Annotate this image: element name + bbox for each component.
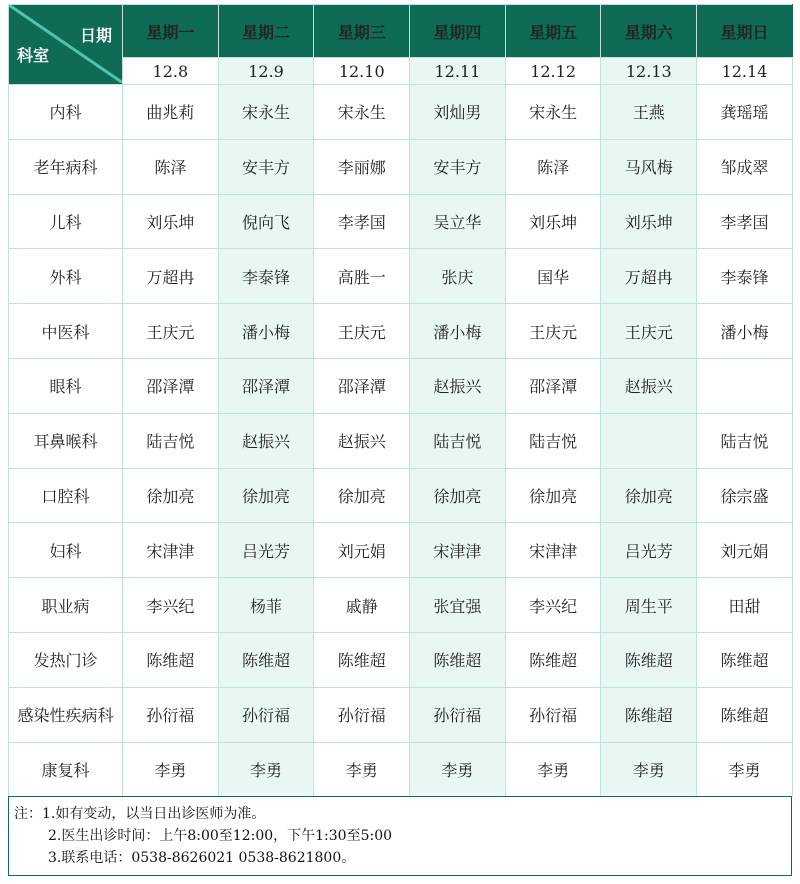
doctor-cell: 李勇 — [314, 742, 410, 797]
doctor-cell: 徐宗盛 — [697, 468, 793, 523]
note-line: 注：1.如有变动，以当日出诊医师为准。 — [14, 806, 266, 822]
day-header: 星期二 — [218, 5, 314, 58]
doctor-cell: 陈维超 — [314, 632, 410, 687]
doctor-cell: 陆吉悦 — [505, 413, 601, 468]
department-cell: 职业病 — [9, 578, 123, 633]
doctor-cell: 徐加亮 — [123, 468, 219, 523]
doctor-cell: 王庆元 — [314, 304, 410, 359]
date-cell: 12.8 — [123, 58, 219, 85]
table-row — [9, 742, 793, 797]
doctor-cell: 潘小梅 — [697, 304, 793, 359]
doctor-cell: 陈维超 — [697, 632, 793, 687]
doctor-cell: 邹成翠 — [697, 139, 793, 194]
header-row-dates — [9, 58, 793, 85]
doctor-cell: 宋永生 — [314, 85, 410, 140]
doctor-cell: 孙衍福 — [218, 687, 314, 742]
date-cell: 12.11 — [410, 58, 506, 85]
doctor-cell: 戚静 — [314, 578, 410, 633]
day-header: 星期三 — [314, 5, 410, 58]
doctor-cell: 王庆元 — [123, 304, 219, 359]
doctor-cell: 高胜一 — [314, 249, 410, 304]
department-cell: 眼科 — [9, 358, 123, 413]
doctor-cell: 田甜 — [697, 578, 793, 633]
doctor-cell: 邵泽潭 — [505, 358, 601, 413]
doctor-cell: 宋永生 — [218, 85, 314, 140]
doctor-cell: 徐加亮 — [505, 468, 601, 523]
corner-dept-label: 科室 — [17, 46, 50, 65]
table-row — [9, 523, 793, 578]
table-row — [9, 304, 793, 359]
table-row — [9, 413, 793, 468]
doctor-cell: 赵振兴 — [314, 413, 410, 468]
doctor-cell: 刘元娟 — [697, 523, 793, 578]
doctor-cell: 国华 — [505, 249, 601, 304]
duty-schedule-table — [8, 4, 793, 797]
doctor-cell: 刘乐坤 — [505, 194, 601, 249]
doctor-cell: 李勇 — [123, 742, 219, 797]
doctor-cell: 刘乐坤 — [601, 194, 697, 249]
doctor-cell: 李兴纪 — [123, 578, 219, 633]
department-cell: 耳鼻喉科 — [9, 413, 123, 468]
date-cell: 12.9 — [218, 58, 314, 85]
doctor-cell: 徐加亮 — [410, 468, 506, 523]
doctor-cell: 陆吉悦 — [410, 413, 506, 468]
table-row — [9, 358, 793, 413]
table-row — [9, 632, 793, 687]
table-row — [9, 85, 793, 140]
doctor-cell: 徐加亮 — [601, 468, 697, 523]
department-cell: 中医科 — [9, 304, 123, 359]
doctor-cell: 陈维超 — [697, 687, 793, 742]
doctor-cell: 马风梅 — [601, 139, 697, 194]
doctor-cell: 陈维超 — [410, 632, 506, 687]
doctor-cell: 王庆元 — [505, 304, 601, 359]
table-row — [9, 194, 793, 249]
doctor-cell: 李泰锋 — [218, 249, 314, 304]
department-cell: 妇科 — [9, 523, 123, 578]
doctor-cell: 孙衍福 — [314, 687, 410, 742]
day-header: 星期六 — [601, 5, 697, 58]
doctor-cell: 赵振兴 — [601, 358, 697, 413]
doctor-cell: 刘乐坤 — [123, 194, 219, 249]
doctor-cell: 刘元娟 — [314, 523, 410, 578]
doctor-cell: 龚瑶瑶 — [697, 85, 793, 140]
table-row — [9, 249, 793, 304]
doctor-cell: 李孝国 — [697, 194, 793, 249]
department-cell: 康复科 — [9, 742, 123, 797]
doctor-cell: 陈泽 — [123, 139, 219, 194]
department-cell: 感染性疾病科 — [9, 687, 123, 742]
header-row-days — [9, 5, 793, 58]
doctor-cell: 李勇 — [601, 742, 697, 797]
doctor-cell: 吴立华 — [410, 194, 506, 249]
doctor-cell: 邵泽潭 — [314, 358, 410, 413]
doctor-cell: 倪向飞 — [218, 194, 314, 249]
doctor-cell: 陈维超 — [505, 632, 601, 687]
table-row — [9, 139, 793, 194]
doctor-cell: 吕光芳 — [218, 523, 314, 578]
doctor-cell: 李勇 — [505, 742, 601, 797]
date-cell: 12.13 — [601, 58, 697, 85]
day-header: 星期四 — [410, 5, 506, 58]
doctor-cell: 周生平 — [601, 578, 697, 633]
doctor-cell: 邵泽潭 — [218, 358, 314, 413]
doctor-cell: 陈维超 — [601, 687, 697, 742]
schedule-body — [9, 85, 793, 797]
date-cell: 12.12 — [505, 58, 601, 85]
doctor-cell: 曲兆莉 — [123, 85, 219, 140]
doctor-cell: 杨菲 — [218, 578, 314, 633]
day-header: 星期五 — [505, 5, 601, 58]
table-row — [9, 578, 793, 633]
doctor-cell: 万超冉 — [601, 249, 697, 304]
doctor-cell: 李孝国 — [314, 194, 410, 249]
corner-date-label: 日期 — [79, 26, 112, 45]
doctor-cell: 安丰方 — [218, 139, 314, 194]
doctor-cell: 安丰方 — [410, 139, 506, 194]
doctor-cell: 吕光芳 — [601, 523, 697, 578]
doctor-cell: 陈维超 — [123, 632, 219, 687]
doctor-cell: 孙衍福 — [410, 687, 506, 742]
doctor-cell: 李勇 — [697, 742, 793, 797]
doctor-cell: 张宜强 — [410, 578, 506, 633]
department-cell: 口腔科 — [9, 468, 123, 523]
doctor-cell: 陆吉悦 — [697, 413, 793, 468]
date-cell: 12.10 — [314, 58, 410, 85]
doctor-cell: 赵振兴 — [410, 358, 506, 413]
doctor-cell: 李勇 — [218, 742, 314, 797]
note-line: 2.医生出诊时间：上午8:00至12:00，下午1:30至5:00 — [48, 828, 393, 844]
doctor-cell: 邵泽潭 — [123, 358, 219, 413]
doctor-cell: 徐加亮 — [218, 468, 314, 523]
doctor-cell: 王庆元 — [601, 304, 697, 359]
doctor-cell: 王燕 — [601, 85, 697, 140]
doctor-cell: 张庆 — [410, 249, 506, 304]
doctor-cell: 宋津津 — [123, 523, 219, 578]
date-cell: 12.14 — [697, 58, 793, 85]
doctor-cell: 徐加亮 — [314, 468, 410, 523]
department-cell: 儿科 — [9, 194, 123, 249]
doctor-cell: 赵振兴 — [218, 413, 314, 468]
doctor-cell: 陈维超 — [218, 632, 314, 687]
note-line: 3.联系电话：0538-8626021 0538-8621800。 — [48, 850, 356, 866]
doctor-cell: 李勇 — [410, 742, 506, 797]
doctor-cell: 潘小梅 — [410, 304, 506, 359]
doctor-cell: 李泰锋 — [697, 249, 793, 304]
notes-section — [8, 796, 792, 876]
department-cell: 发热门诊 — [9, 632, 123, 687]
doctor-cell: 刘灿男 — [410, 85, 506, 140]
doctor-cell: 宋津津 — [505, 523, 601, 578]
department-cell: 老年病科 — [9, 139, 123, 194]
doctor-cell: 万超冉 — [123, 249, 219, 304]
department-cell: 外科 — [9, 249, 123, 304]
doctor-cell: 宋津津 — [410, 523, 506, 578]
doctor-cell — [697, 358, 793, 413]
doctor-cell: 潘小梅 — [218, 304, 314, 359]
table-row — [9, 687, 793, 742]
day-header: 星期一 — [123, 5, 219, 58]
doctor-cell: 李丽娜 — [314, 139, 410, 194]
doctor-cell: 孙衍福 — [505, 687, 601, 742]
doctor-cell — [601, 413, 697, 468]
doctor-cell: 陈泽 — [505, 139, 601, 194]
corner-header-cell — [9, 5, 123, 85]
doctor-cell: 李兴纪 — [505, 578, 601, 633]
doctor-cell: 孙衍福 — [123, 687, 219, 742]
department-cell: 内科 — [9, 85, 123, 140]
doctor-cell: 陆吉悦 — [123, 413, 219, 468]
day-header: 星期日 — [697, 5, 793, 58]
doctor-cell: 陈维超 — [601, 632, 697, 687]
doctor-cell: 宋永生 — [505, 85, 601, 140]
table-row — [9, 468, 793, 523]
